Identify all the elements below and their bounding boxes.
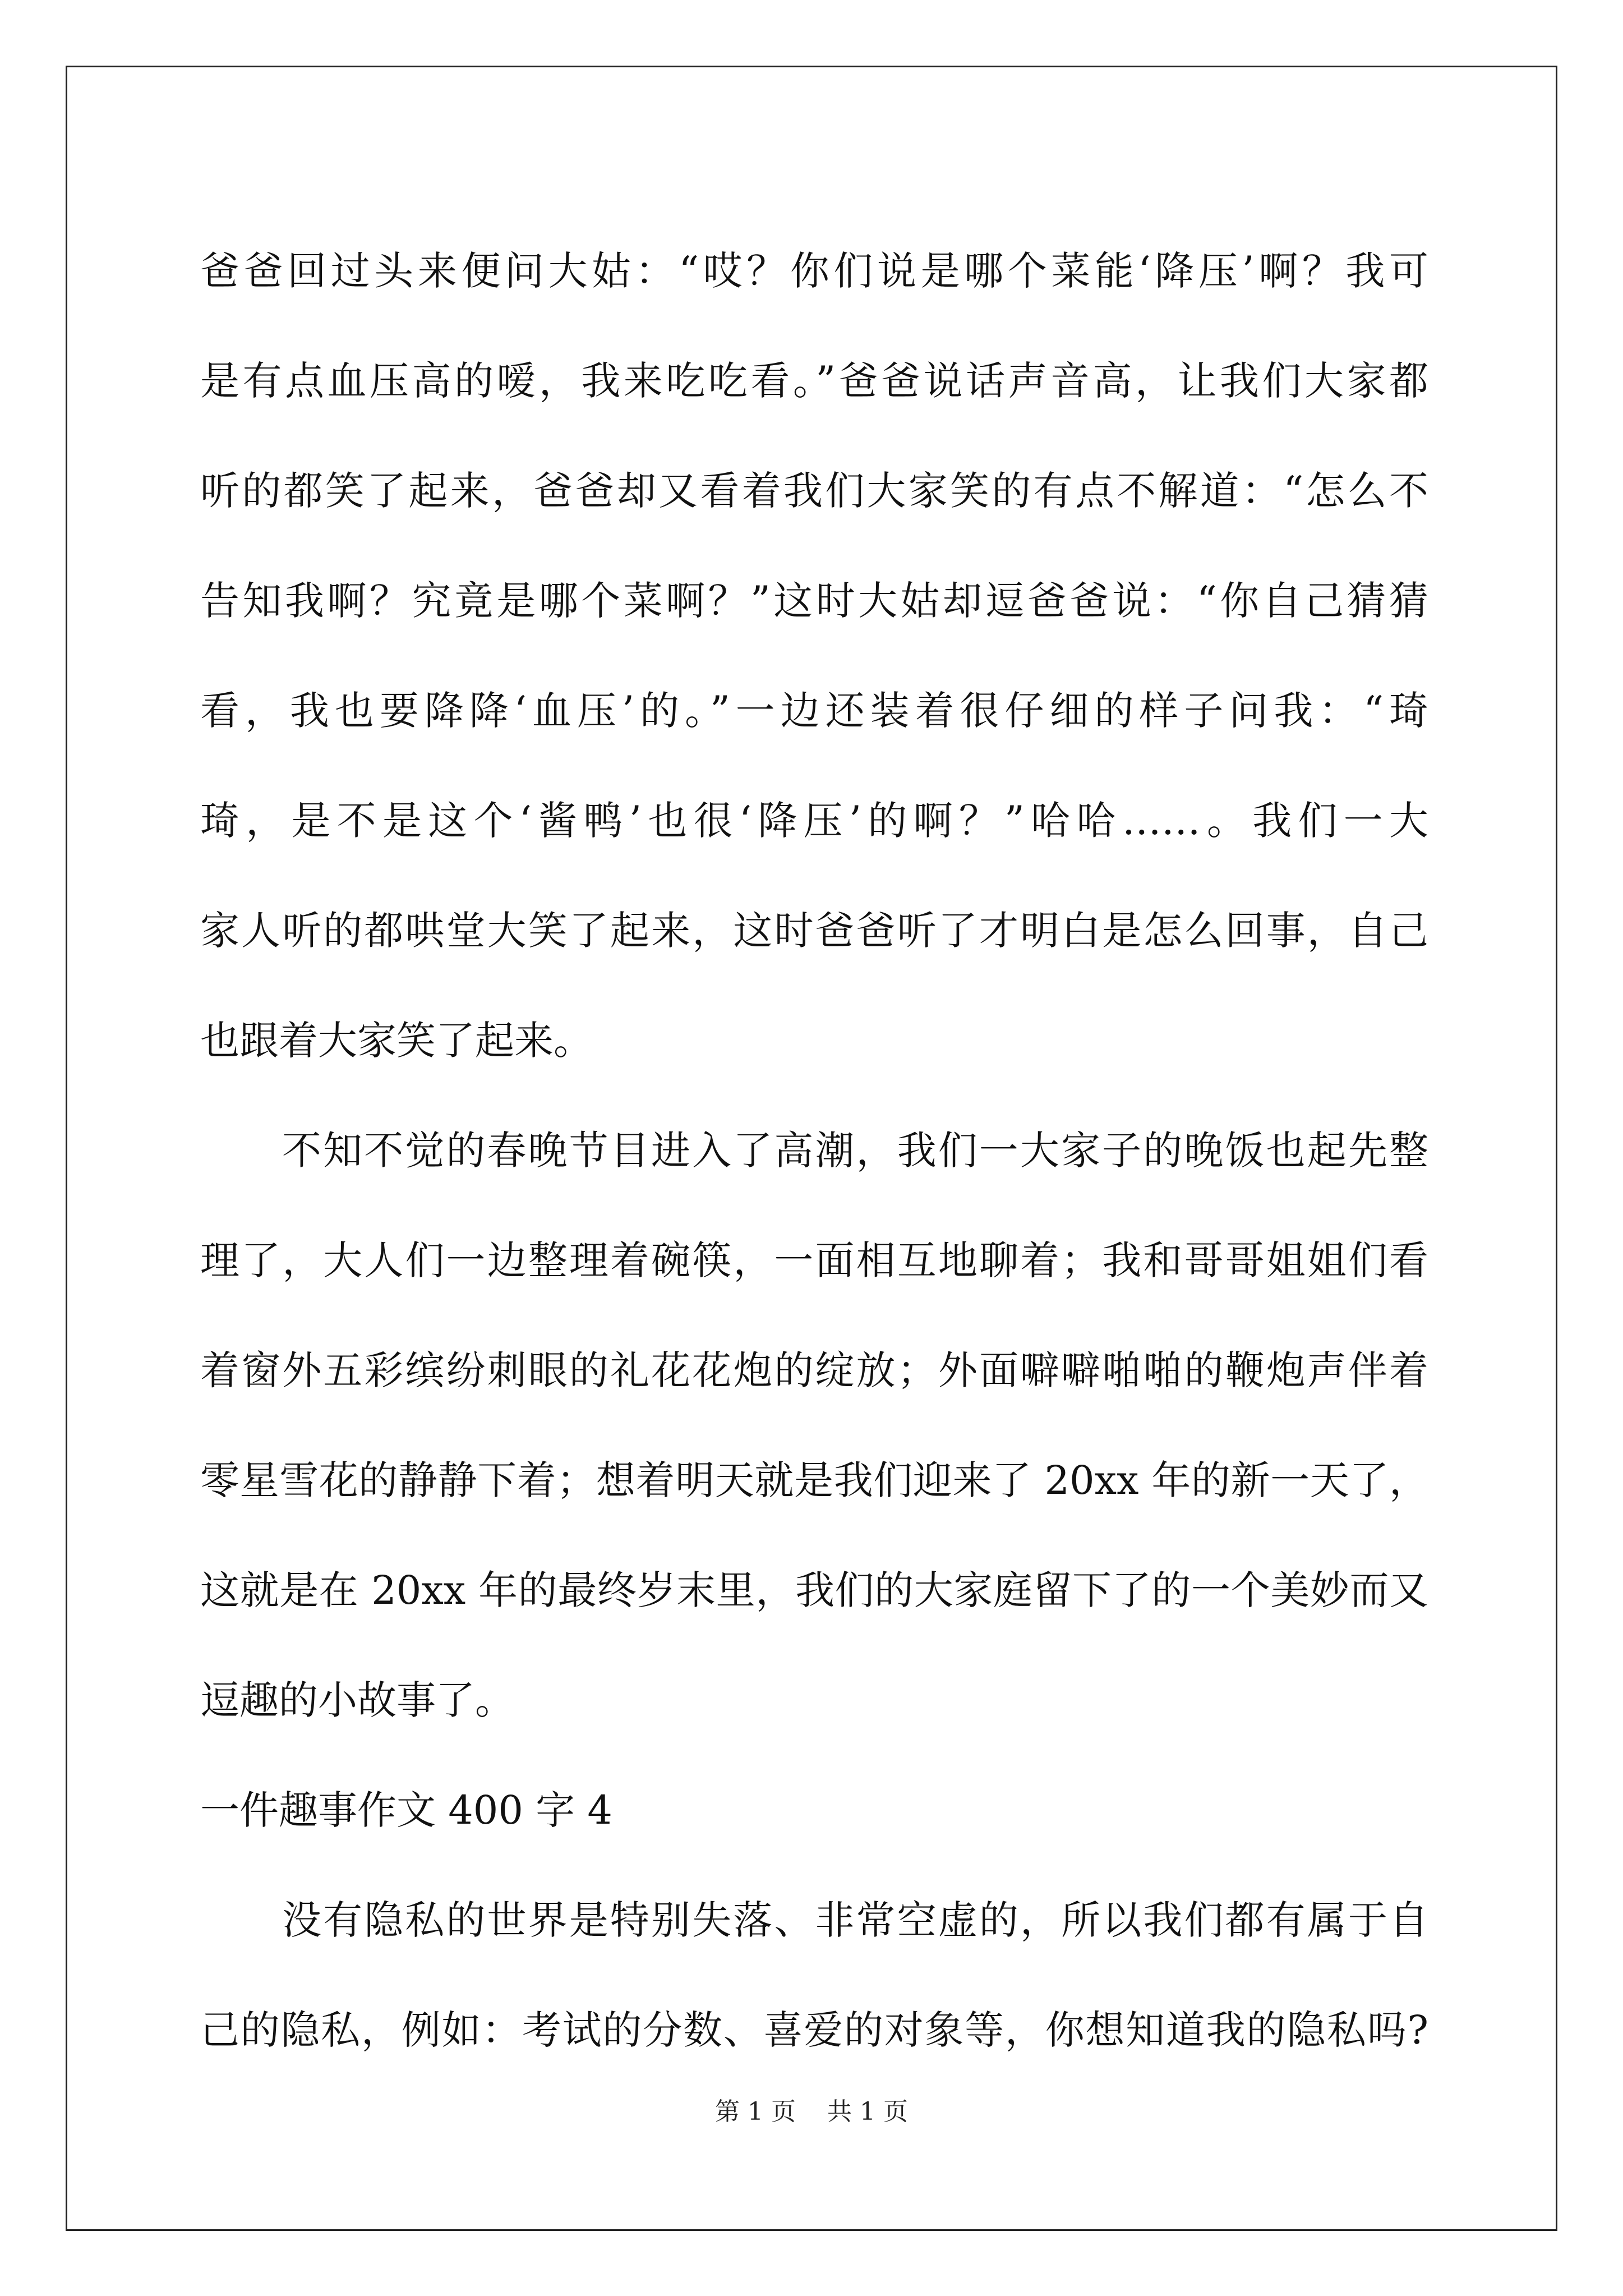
paragraph-line: 没有隐私的世界是特别失落、非常空虚的，所以我们都有属于自 — [282, 1897, 1428, 1943]
paragraph-line: 着窗外五彩缤纷刺眼的礼花花炮的绽放；外面噼噼啪啪的鞭炮声伴着 — [200, 1347, 1428, 1393]
paragraph-line: 也跟着大家笑了起来。 — [200, 1018, 593, 1064]
paragraph-line: 逗趣的小故事了。 — [200, 1677, 514, 1723]
paragraph-line: 爸爸回过头来便问大姑：“哎？你们说是哪个菜能‘降压’啊？我可 — [200, 248, 1428, 294]
paragraph-line: 告知我啊？究竟是哪个菜啊？”这时大姑却逗爸爸说：“你自己猜猜 — [200, 578, 1428, 624]
document-body — [200, 216, 1428, 2085]
paragraph-line: 己的隐私，例如：考试的分数、喜爱的对象等，你想知道我的隐私吗? — [200, 2007, 1428, 2053]
paragraph-line: 这就是在 20xx 年的最终岁末里，我们的大家庭留下了的一个美妙而又 — [200, 1567, 1428, 1613]
section-heading: 一件趣事作文 400 字 4 — [200, 1787, 612, 1833]
paragraph-line: 看，我也要降降‘血压’的。”一边还装着很仔细的样子问我：“琦 — [200, 688, 1428, 734]
paragraph-line: 是有点血压高的嗳，我来吃吃看。”爸爸说话声音高，让我们大家都 — [200, 358, 1428, 404]
paragraph-line: 零星雪花的静静下着；想着明天就是我们迎来了 20xx 年的新一天了， — [200, 1457, 1428, 1503]
page-number-current: 第 1 页 — [715, 2097, 796, 2126]
paragraph-line: 理了，大人们一边整理着碗筷，一面相互地聊着；我和哥哥姐姐们看 — [200, 1237, 1428, 1283]
paragraph-line: 听的都笑了起来，爸爸却又看着我们大家笑的有点不解道：“怎么不 — [200, 468, 1428, 514]
page-number-total: 共 1 页 — [827, 2097, 908, 2126]
page-footer — [0, 2095, 1623, 2129]
paragraph-line: 琦，是不是这个‘酱鸭’也很‘降压’的啊？”哈哈……。我们一大 — [200, 798, 1428, 844]
paragraph-line: 不知不觉的春晚节目进入了高潮，我们一大家子的晚饭也起先整 — [282, 1128, 1428, 1174]
paragraph-line: 家人听的都哄堂大笑了起来，这时爸爸听了才明白是怎么回事，自己 — [200, 908, 1428, 954]
